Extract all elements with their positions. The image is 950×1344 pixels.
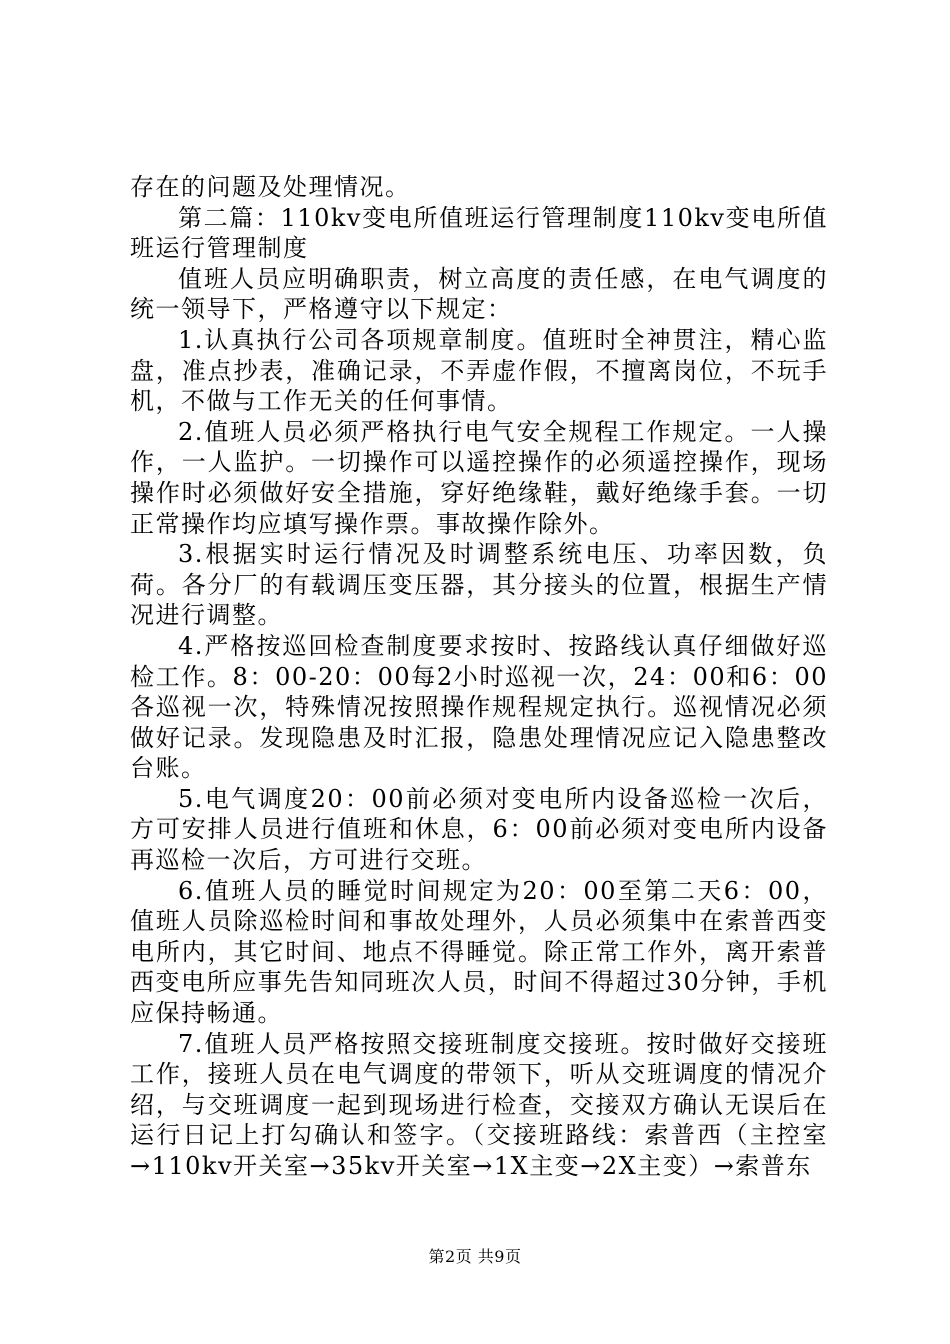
- page-footer: 第2页 共9页: [428, 1247, 522, 1266]
- rule-item-3: 3.根据实时运行情况及时调整系统电压、功率因数，负荷。各分厂的有载调压变压器，其分接头的位置，根据生产情况进行调整。: [130, 540, 828, 630]
- document-body: [130, 172, 828, 1182]
- intro-paragraph: 值班人员应明确职责，树立高度的责任感，在电气调度的统一领导下，严格遵守以下规定：: [130, 264, 828, 324]
- rule-item-2: 2.值班人员必须严格执行电气安全规程工作规定。一人操作，一人监护。一切操作可以遥控操作的必须遥控操作，现场操作时必须做好安全措施，穿好绝缘鞋，戴好绝缘手套。一切正常操作均应填写操作票。事故操作除外。: [130, 417, 828, 538]
- section-heading: 第二篇：110kv变电所值班运行管理制度110kv变电所值班运行管理制度: [130, 203, 828, 263]
- rule-item-7: 7.值班人员严格按照交接班制度交接班。按时做好交接班工作，接班人员在电气调度的带领下，听从交班调度的情况介绍，与交班调度一起到现场进行检查，交接双方确认无误后在运行日记上打勾确认和签字。（交接班路线：索普西（主控室→110kv开关室→35kv开关室→1X主变→2X主变）→索普东: [130, 1029, 828, 1180]
- rule-item-4: 4.严格按巡回检查制度要求按时、按路线认真仔细做好巡检工作。8：00-20：00每2小时巡视一次，24：00和6：00各巡视一次，特殊情况按照操作规程规定执行。巡视情况必须做好记录。发现隐患及时汇报，隐患处理情况应记入隐患整改台账。: [130, 631, 828, 783]
- rule-item-5: 5.电气调度20：00前必须对变电所内设备巡检一次后，方可安排人员进行值班和休息，6：00前必须对变电所内设备再巡检一次后，方可进行交班。: [130, 784, 828, 875]
- paragraph-continuation: 存在的问题及处理情况。: [130, 173, 411, 201]
- rule-item-1: 1.认真执行公司各项规章制度。值班时全神贯注，精心监盘，准点抄表，准确记录，不弄虚作假，不擅离岗位，不玩手机，不做与工作无关的任何事情。: [130, 325, 828, 416]
- rule-item-6: 6.值班人员的睡觉时间规定为20：00至第二天6：00，值班人员除巡检时间和事故处理外，人员必须集中在索普西变电所内，其它时间、地点不得睡觉。除正常工作外，离开索普西变电所应事先告知同班次人员，时间不得超过30分钟，手机应保持畅通。: [130, 876, 828, 1028]
